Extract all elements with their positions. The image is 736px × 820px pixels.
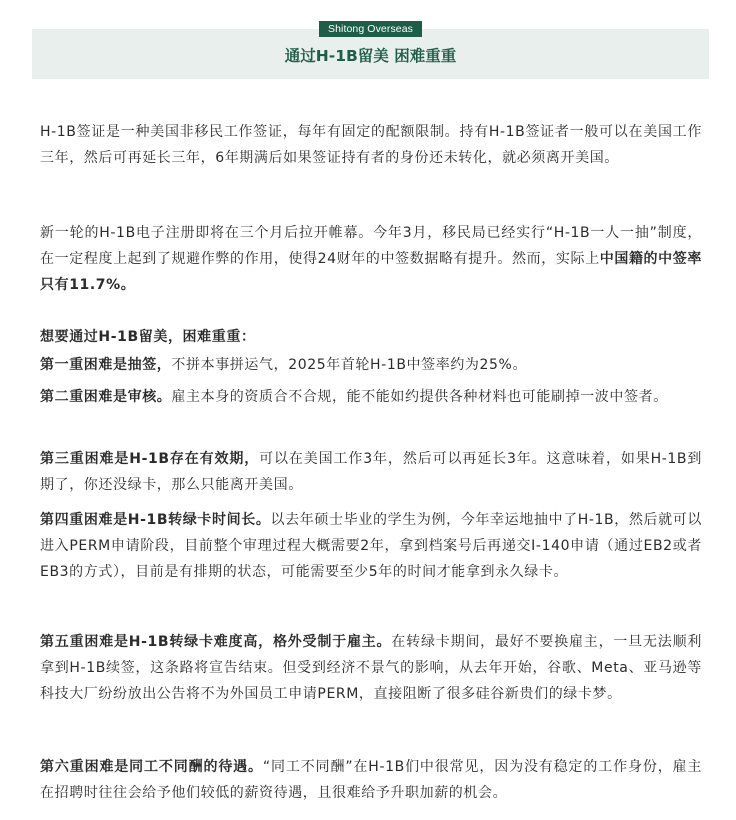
difficulty-item-2 bbox=[40, 384, 702, 410]
difficulty-text: 不拼本事拼运气，2025年首轮H-1B中签率约为25%。 bbox=[171, 357, 528, 373]
brand-badge: Shitong Overseas bbox=[319, 21, 422, 37]
difficulty-lead: 第一重困难是抽签， bbox=[40, 357, 172, 373]
difficulty-lead: 第四重困难是H-1B转绿卡时间长。 bbox=[40, 512, 271, 528]
difficulty-item-5 bbox=[40, 629, 702, 707]
difficulty-item-4 bbox=[40, 507, 702, 585]
section-heading: 想要通过H-1B留美，困难重重： bbox=[40, 329, 256, 345]
intro-paragraph-2 bbox=[40, 220, 702, 298]
article-title: 通过H-1B留美 困难重重 bbox=[284, 47, 457, 65]
difficulty-lead: 第三重困难是H-1B存在有效期， bbox=[40, 451, 260, 467]
difficulty-text: 以去年硕士毕业的学生为例，今年幸运地抽中了H-1B，然后就可以进入PERM申请阶段，目前整个审理过程大概需要2年，拿到档案号后再递交I-140申请（通过EB2或者EB3的方式），目前是有排期的状态，可能需要至少5年的时间才能拿到永久绿卡。 bbox=[40, 512, 702, 580]
difficulty-text: 在转绿卡期间，最好不要换雇主，一旦无法顺利拿到H-1B续签，这条路将宣告结束。但受到经济不景气的影响，从去年开始，谷歌、Meta、亚马逊等科技大厂纷纷放出公告将不为外国员工申请PERM，直接阻断了很多硅谷新贵们的绿卡梦。 bbox=[40, 634, 702, 702]
difficulty-text: 雇主本身的资质合不合规，能不能如约提供各种材料也可能刷掉一波中签者。 bbox=[171, 389, 668, 405]
difficulty-item-1 bbox=[40, 352, 702, 378]
difficulty-item-6 bbox=[40, 754, 702, 806]
intro-paragraph-2-text: 新一轮的H-1B电子注册即将在三个月后拉开帷幕。今年3月，移民局已经实行“H-1B一人一抽”制度，在一定程度上起到了规避作弊的作用，使得24财年的中签数据略有提升。然而，实际上 bbox=[40, 225, 702, 267]
difficulty-lead: 第六重困难是同工不同酬的待遇。 bbox=[40, 759, 263, 775]
difficulty-lead: 第二重困难是审核。 bbox=[40, 389, 172, 405]
intro-paragraph-1: H-1B签证是一种美国非移民工作签证，每年有固定的配额限制。持有H-1B签证者一般可以在美国工作三年，然后可再延长三年，6年期满后如果签证持有者的身份还未转化，就必须离开美国。 bbox=[40, 124, 702, 166]
difficulty-lead: 第五重困难是H-1B转绿卡难度高，格外受制于雇主。 bbox=[40, 634, 392, 650]
difficulty-text: “同工不同酬”在H-1B们中很常见，因为没有稳定的工作身份，雇主在招聘时往往会给予他们较低的薪资待遇，且很难给予升职加薪的机会。 bbox=[40, 759, 703, 801]
difficulty-text: 可以在美国工作3年，然后可以再延长3年。这意味着，如果H-1B到期了，你还没绿卡，那么只能离开美国。 bbox=[40, 451, 702, 493]
difficulty-item-3 bbox=[40, 446, 702, 498]
intro-paragraph-2-highlight: 中国籍的中签率只有11.7%。 bbox=[40, 251, 702, 293]
